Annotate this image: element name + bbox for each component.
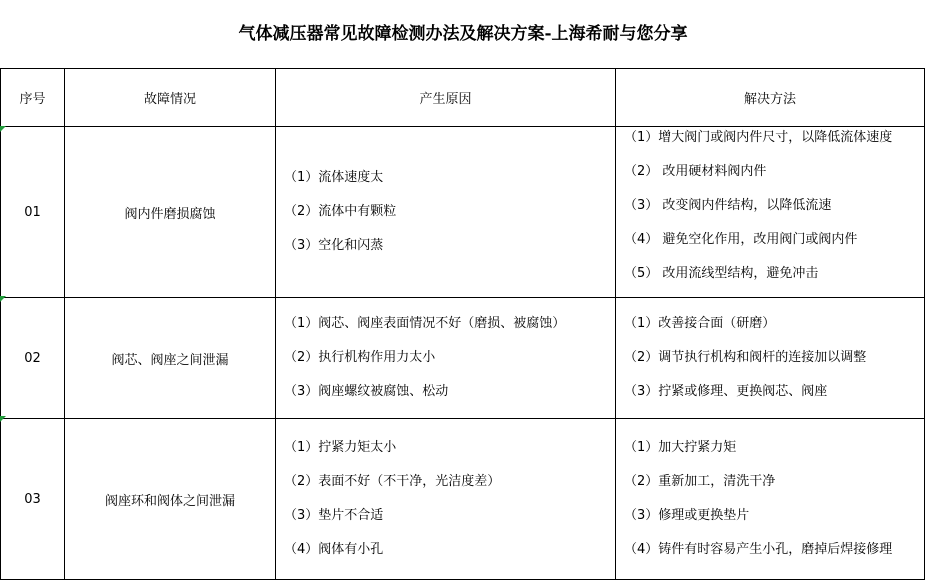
solution-item: （1）加大拧紧力矩 xyxy=(624,440,737,455)
page-title: 气体减压器常见故障检测办法及解决方案-上海希耐与您分享 xyxy=(238,24,688,44)
row-fault: 阀内件磨损腐蚀 xyxy=(65,127,276,298)
cause-item: （2）执行机构作用力太小 xyxy=(284,350,436,365)
cause-item: （2）表面不好（不干净，光洁度差） xyxy=(284,474,501,489)
cause-item: （1）阀芯、阀座表面情况不好（磨损、被腐蚀） xyxy=(284,316,566,331)
cause-item: （1）流体速度太 xyxy=(284,170,384,185)
solution-item: （3）修理或更换垫片 xyxy=(624,508,750,523)
cell-comment-marker xyxy=(0,296,6,302)
row-solutions xyxy=(616,127,925,298)
table-header-row xyxy=(1,69,925,127)
row-solutions xyxy=(616,298,925,419)
fault-table xyxy=(0,68,925,580)
header-index: 序号 xyxy=(1,69,65,127)
row-index: 03 xyxy=(1,419,65,580)
row-causes xyxy=(276,298,616,419)
table-row xyxy=(1,127,925,298)
row-index: 01 xyxy=(1,127,65,298)
solution-item: （2）重新加工，清洗干净 xyxy=(624,474,776,489)
solution-item: （3）拧紧或修理、更换阀芯、阀座 xyxy=(624,384,828,399)
cause-item: （2）流体中有颗粒 xyxy=(284,204,397,219)
solution-item: （3） 改变阀内件结构，以降低流速 xyxy=(624,198,832,213)
header-fault: 故障情况 xyxy=(65,69,276,127)
solution-item: （1）增大阀门或阀内件尺寸，以降低流体速度 xyxy=(624,130,893,145)
cell-comment-marker xyxy=(0,126,6,132)
cause-item: （3）阀座螺纹被腐蚀、松动 xyxy=(284,384,449,399)
row-fault: 阀座环和阀体之间泄漏 xyxy=(65,419,276,580)
solution-item: （2）调节执行机构和阀杆的连接加以调整 xyxy=(624,350,867,365)
header-solution: 解决方法 xyxy=(616,69,925,127)
cause-item: （4）阀体有小孔 xyxy=(284,542,384,557)
solution-item: （4）铸件有时容易产生小孔，磨掉后焊接修理 xyxy=(624,542,893,557)
row-causes xyxy=(276,127,616,298)
solution-item: （1）改善接合面（研磨） xyxy=(624,316,776,331)
cause-item: （3）空化和闪蒸 xyxy=(284,238,384,253)
table-row xyxy=(1,298,925,419)
row-index: 02 xyxy=(1,298,65,419)
cell-comment-marker xyxy=(0,416,6,422)
cause-item: （1）拧紧力矩太小 xyxy=(284,440,397,455)
table-row xyxy=(1,419,925,580)
row-solutions xyxy=(616,419,925,580)
row-causes xyxy=(276,419,616,580)
solution-item: （2） 改用硬材料阀内件 xyxy=(624,164,767,179)
solution-item: （4） 避免空化作用，改用阀门或阀内件 xyxy=(624,232,858,247)
solution-item: （5） 改用流线型结构，避免冲击 xyxy=(624,266,819,281)
cause-item: （3）垫片不合适 xyxy=(284,508,384,523)
header-cause: 产生原因 xyxy=(276,69,616,127)
row-fault: 阀芯、阀座之间泄漏 xyxy=(65,298,276,419)
